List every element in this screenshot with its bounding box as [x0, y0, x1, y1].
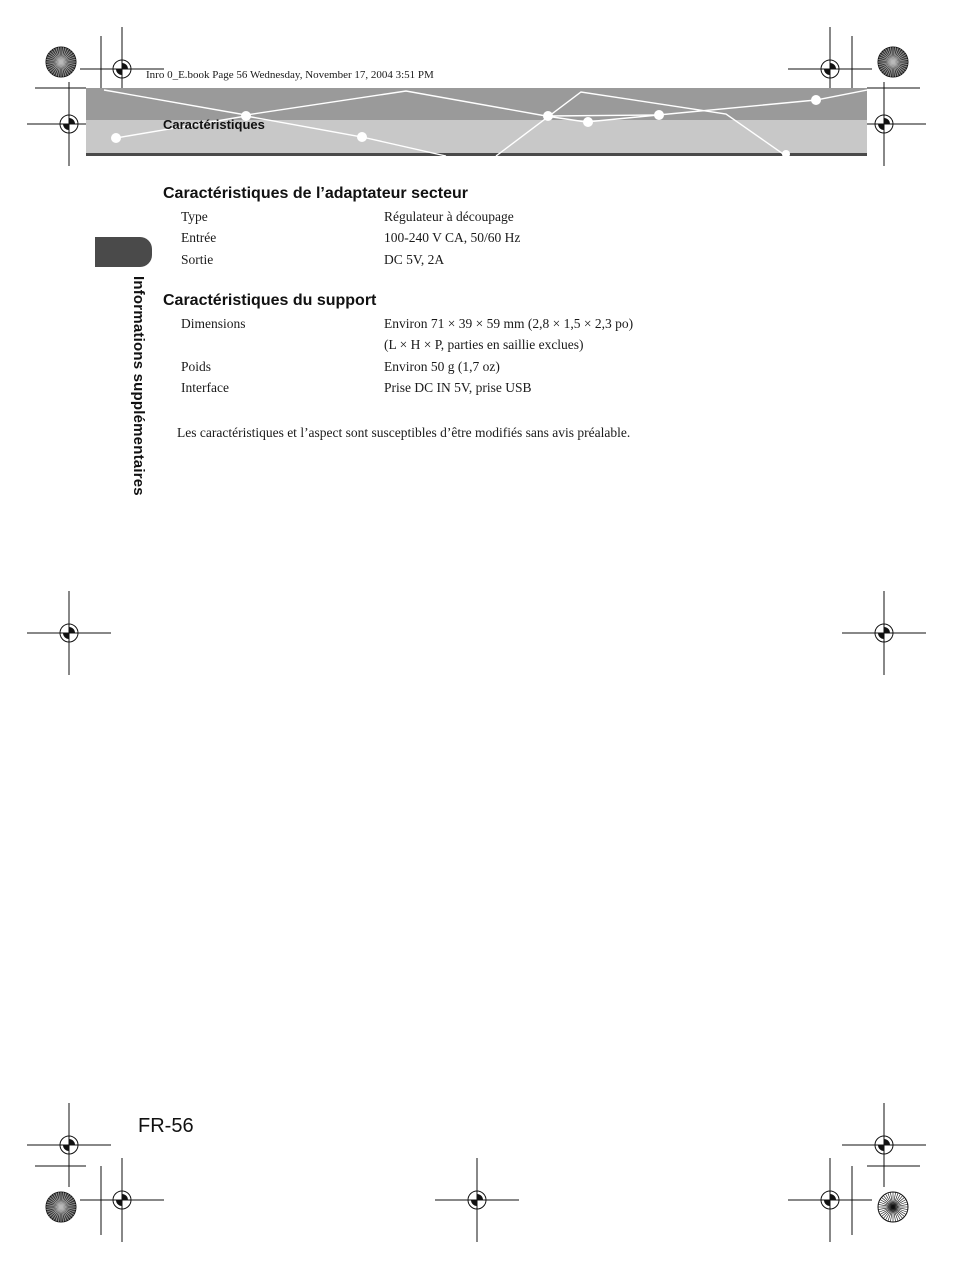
disclaimer-note: Les caractéristiques et l’aspect sont susceptibles d’être modifiés sans avis préalable. [177, 425, 631, 440]
crosshair-target-icon [27, 591, 111, 675]
spec-row [181, 359, 781, 380]
crosshair-target-icon [435, 1158, 519, 1242]
spec-value: (L × H × P, parties en saillie exclues) [384, 337, 584, 352]
registration-star-icon [878, 1192, 908, 1222]
crosshair-target-icon [788, 1158, 872, 1242]
spec-row [181, 209, 781, 230]
spec-row [181, 380, 781, 401]
spec-value: DC 5V, 2A [384, 252, 445, 267]
header-section-label: Caractéristiques [163, 117, 265, 132]
crosshair-target-icon [80, 1158, 164, 1242]
registration-star-icon [46, 47, 76, 77]
section-title-adapter: Caractéristiques de l’adaptateur secteur [163, 185, 469, 202]
spec-label: Type [181, 209, 208, 224]
spec-label: Sortie [181, 252, 214, 267]
section-title-stand: Caractéristiques du support [163, 292, 377, 309]
registration-star-icon [46, 1192, 76, 1222]
spec-value: 100-240 V CA, 50/60 Hz [384, 230, 521, 245]
spec-label: Entrée [181, 230, 217, 245]
registration-star-icon [878, 47, 908, 77]
spec-row [181, 230, 781, 251]
spec-value: Régulateur à découpage [384, 209, 514, 224]
chapter-tab-label: Informations supplémentaires [130, 276, 147, 496]
spec-row [181, 316, 781, 337]
spec-value: Environ 50 g (1,7 oz) [384, 359, 500, 374]
page-number: FR-56 [138, 1115, 194, 1137]
crosshair-target-icon [27, 1103, 111, 1187]
crosshair-target-icon [842, 591, 926, 675]
crosshair-target-icon [842, 1103, 926, 1187]
chapter-tab [95, 237, 152, 267]
spec-label: Dimensions [181, 316, 246, 331]
spec-row [181, 252, 781, 273]
spec-row [181, 337, 781, 358]
print-metadata: Inro 0_E.book Page 56 Wednesday, November 17, 2004 3:51 PM [146, 69, 434, 81]
spec-label: Poids [181, 359, 212, 374]
spec-value: Prise DC IN 5V, prise USB [384, 380, 532, 395]
spec-label: Interface [181, 380, 229, 395]
spec-value: Environ 71 × 39 × 59 mm (2,8 × 1,5 × 2,3 po) [384, 316, 634, 331]
